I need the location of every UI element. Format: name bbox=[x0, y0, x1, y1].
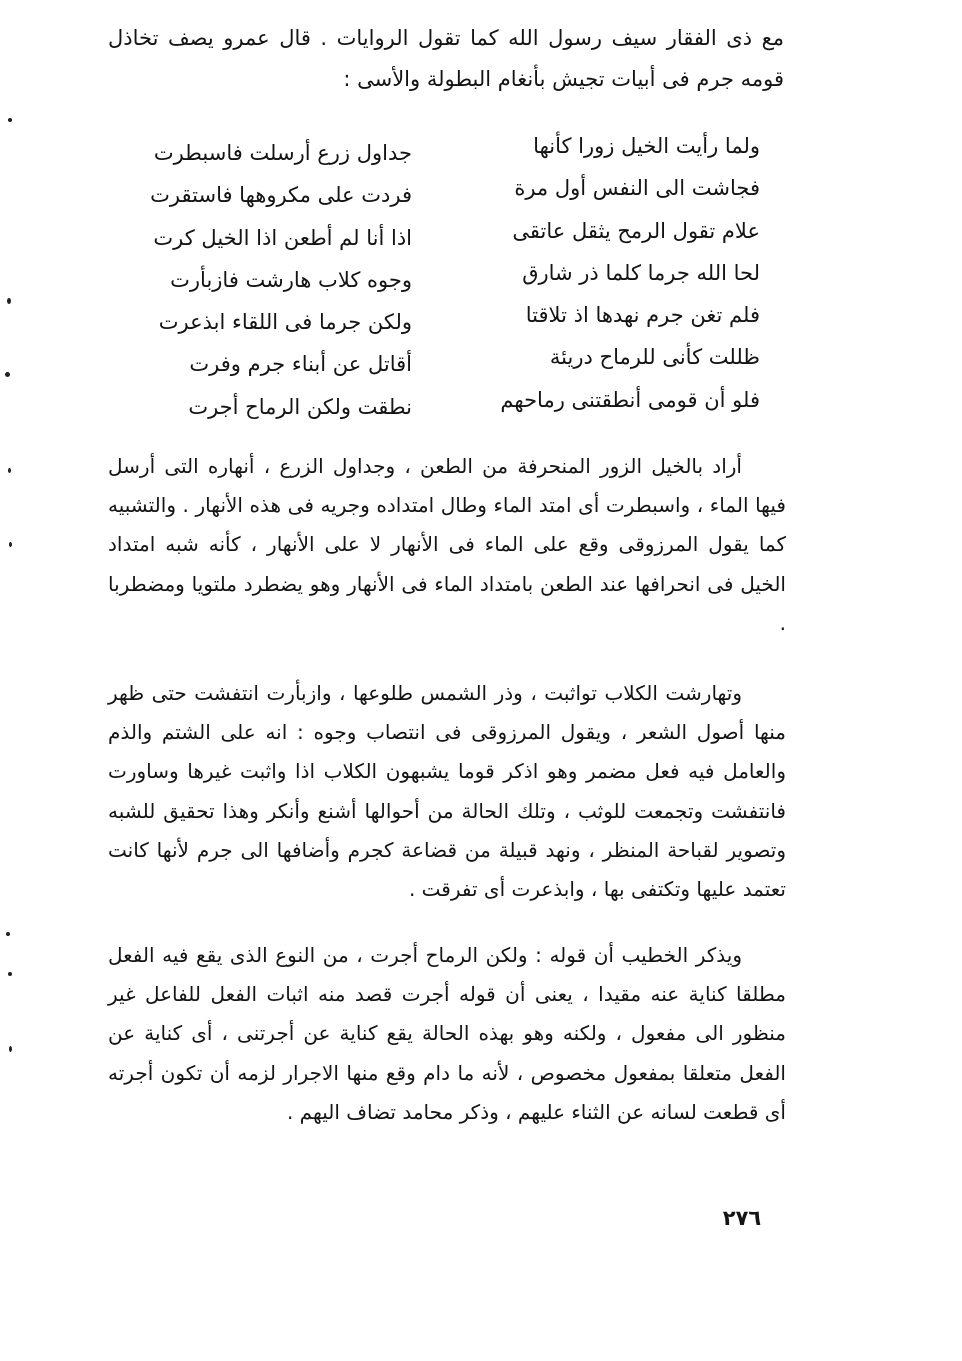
poem-second-hemistichs bbox=[128, 132, 412, 428]
scan-speck bbox=[8, 468, 11, 473]
scan-speck bbox=[9, 1046, 12, 1052]
hemistich: ولكن جرما فى اللقاء ابذعرت bbox=[158, 310, 412, 335]
scan-speck bbox=[7, 298, 11, 304]
commentary-paragraph-3 bbox=[108, 936, 786, 1132]
hemistich: فردت على مكروهها فاستقرت bbox=[150, 183, 412, 208]
scan-speck bbox=[6, 932, 10, 936]
hemistich: وجوه كلاب هارشت فازبأرت bbox=[170, 267, 412, 292]
hemistich: لحا الله جرما كلما ذر شارق bbox=[522, 260, 760, 285]
commentary-paragraph-2 bbox=[108, 674, 786, 909]
hemistich: فجاشت الى النفس أول مرة bbox=[514, 176, 760, 201]
hemistich: جداول زرع أرسلت فاسبطرت bbox=[153, 141, 412, 165]
page-number: ٢٧٦ bbox=[722, 1206, 762, 1230]
hemistich: أقاتل عن أبناء جرم وفرت bbox=[189, 352, 412, 377]
scan-speck bbox=[8, 972, 12, 976]
poem-first-hemistichs bbox=[470, 125, 760, 421]
hemistich: ظللت كأنى للرماح دريئة bbox=[549, 345, 760, 370]
hemistich: اذا أنا لم أطعن اذا الخيل كرت bbox=[153, 225, 412, 250]
intro-paragraph: مع ذى الفقار سيف رسول الله كما تقول الروايات . قال عمرو يصف تخاذل قومه جرم فى أبيات تجيش بأنغام البطولة والأسى : bbox=[108, 26, 784, 91]
paragraph-text: وتهارشت الكلاب تواثبت ، وذر الشمس طلوعها ، وازبأرت انتفشت حتى ظهر منها أصول الشعر ، ويقول المرزوقى فى انتصاب وجوه : انه على الشتم والذم والعامل فيه فعل مضمر وهو اذكر قوما يشبهون الكلاب اذا واثبت غيرها وساورت فانتفشت وتجمعت للوثب ، وتلك الحالة من أحوالها أشنع وأنكر وهذا تحقيق للشبه وتصوير لقباحة المنظر ، ونهد قبيلة من قضاعة كجرم وأضافها الى جرم لأنها كانت تعتمد عليها وتكتفى بها ، وابذعرت أى تفرقت . bbox=[108, 681, 786, 902]
hemistich: فلم تغن جرم نهدها اذ تلاقتا bbox=[525, 303, 760, 328]
scan-speck bbox=[8, 118, 12, 122]
commentary-paragraph-1 bbox=[108, 447, 786, 643]
hemistich: نطقت ولكن الرماح أجرت bbox=[188, 394, 412, 419]
hemistich: ولما رأيت الخيل زورا كأنها bbox=[533, 134, 760, 158]
paragraph-text: أراد بالخيل الزور المنحرفة من الطعن ، وجداول الزرع ، أنهاره التى أرسل فيها الماء ، واسبطرت أى امتد الماء وطال امتداده وجريه فى هذه الأنهار . والتشبيه كما يقول المرزوقى وقع على الماء فى الأنهار لا على الأنهار ، كأنه شبه امتداد الخيل فى انحرافها عند الطعن بامتداد الماء فى الأنهار وهو يضطرد ملتويا ومضطربا . bbox=[108, 454, 786, 635]
paragraph-text: ويذكر الخطيب أن قوله : ولكن الرماح أجرت ، من النوع الذى يقع فيه الفعل مطلقا كناية عنه مقيدا ، يعنى أن قوله أجرت قصد منه اثبات الفعل للفاعل غير منظور الى مفعول ، ولكنه وهو بهذه الحالة يقع كناية عن أجرتنى ، أى كناية عن الفعل متعلقا بمفعول مخصوص ، لأنه ما دام وقع منها الاجرار لزمه أن تكون أجرته أى قطعت لسانه عن الثناء عليهم ، وذكر محامد تضاف اليهم . bbox=[108, 943, 786, 1124]
hemistich: فلو أن قومى أنطقتنى رماحهم bbox=[500, 387, 760, 412]
scan-speck bbox=[9, 542, 12, 547]
hemistich: علام تقول الرمح يثقل عاتقى bbox=[512, 218, 760, 243]
scan-speck bbox=[5, 372, 10, 377]
